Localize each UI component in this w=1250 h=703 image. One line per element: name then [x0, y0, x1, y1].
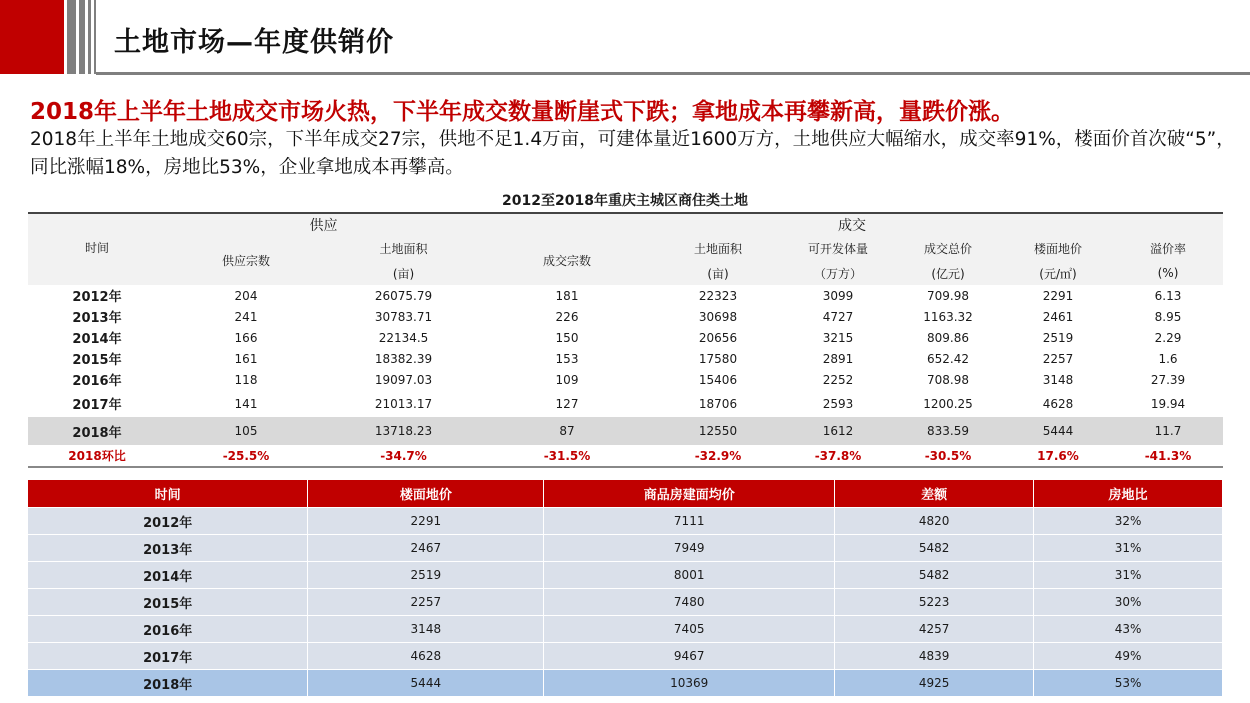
cell-value: 4628 — [1042, 396, 1074, 411]
cell-value: 105 — [166, 417, 326, 445]
cell-value: 161 — [234, 351, 258, 366]
page-title: 土地市场—年度供销价 — [114, 27, 394, 58]
cell-value: 87 — [481, 417, 653, 445]
cell-value: 5444 — [308, 670, 544, 697]
cell-value: 3148 — [308, 616, 544, 643]
cell-value: 4628 — [308, 643, 544, 670]
cell-value: 652.42 — [927, 351, 969, 366]
cell-value: -32.9% — [653, 445, 783, 467]
cell-value: 833.59 — [893, 417, 1003, 445]
cell-value: 153 — [555, 351, 579, 366]
table-row — [28, 670, 1223, 697]
row-year: 2013年 — [28, 535, 308, 562]
cell-value: 809.86 — [927, 330, 969, 345]
cell-value: 3099 — [822, 288, 854, 303]
header-gray-bar — [67, 0, 76, 74]
cell-value: 9467 — [544, 643, 835, 670]
cell-value: 2291 — [308, 508, 544, 535]
cell-value: 3148 — [1042, 372, 1074, 387]
cell-value: 30% — [1034, 589, 1223, 616]
cell-value: 22323 — [698, 288, 738, 303]
col-header: 楼面地价 — [308, 480, 544, 508]
col-unit: (亩) — [653, 261, 783, 285]
cell-value: 11.7 — [1113, 417, 1223, 445]
col-unit: (%) — [1113, 261, 1223, 285]
cell-value: 26075.79 — [374, 288, 433, 303]
land-to-house-price-table — [28, 480, 1223, 696]
cell-value: 3215 — [822, 330, 854, 345]
cell-value: 5223 — [835, 589, 1034, 616]
col-header: 房地比 — [1034, 480, 1223, 508]
cell-value: 4839 — [835, 643, 1034, 670]
cell-value: 19097.03 — [374, 372, 433, 387]
header-red-block — [0, 0, 64, 74]
row-year: 2018年 — [28, 670, 308, 697]
row-year: 2018年 — [28, 417, 166, 445]
group-deal: 成交 — [481, 213, 1223, 235]
group-supply: 供应 — [166, 213, 481, 235]
cell-value: 2291 — [1042, 288, 1074, 303]
col-header: 成交宗数 — [481, 235, 653, 285]
table-row — [28, 589, 1223, 616]
col-unit: (亿元) — [893, 261, 1003, 285]
table-row — [28, 390, 1223, 417]
col-header: 溢价率 — [1113, 235, 1223, 261]
cell-value: 2467 — [308, 535, 544, 562]
cell-value: 17580 — [698, 351, 738, 366]
cell-value: -25.5% — [166, 445, 326, 467]
table-row — [28, 616, 1223, 643]
col-header: 差额 — [835, 480, 1034, 508]
cell-value: 5482 — [835, 562, 1034, 589]
cell-value: 2891 — [822, 351, 854, 366]
cell-value: 4820 — [835, 508, 1034, 535]
cell-value: 1.6 — [1158, 351, 1178, 366]
row-year: 2012年 — [28, 508, 308, 535]
cell-value: 15406 — [698, 372, 738, 387]
cell-value: 18706 — [698, 396, 738, 411]
table-row — [28, 348, 1223, 369]
cell-value: 226 — [555, 309, 579, 324]
cell-value: 19.94 — [1150, 396, 1186, 411]
cell-value: 7405 — [544, 616, 835, 643]
cell-value: 20656 — [698, 330, 738, 345]
cell-value: 1200.25 — [923, 396, 973, 411]
cell-value: 708.98 — [927, 372, 969, 387]
cell-value: 53% — [1034, 670, 1223, 697]
table-row — [28, 643, 1223, 670]
cell-value: 109 — [555, 372, 579, 387]
col-unit: (亩) — [326, 261, 481, 285]
cell-value: 118 — [234, 372, 258, 387]
cell-value: 5482 — [835, 535, 1034, 562]
cell-value: 31% — [1034, 562, 1223, 589]
row-year: 2015年 — [28, 589, 308, 616]
cell-value: 21013.17 — [374, 396, 433, 411]
cell-value: 12550 — [653, 417, 783, 445]
cell-value: -31.5% — [481, 445, 653, 467]
cell-value: -37.8% — [783, 445, 893, 467]
row-year: 2017年 — [28, 643, 308, 670]
header-gray-bar — [88, 0, 91, 74]
cell-value: 27.39 — [1150, 372, 1186, 387]
row-year: 2017年 — [72, 398, 122, 413]
header-gray-bar — [79, 0, 85, 74]
table-row — [28, 417, 1223, 445]
cell-value: 2519 — [308, 562, 544, 589]
row-year: 2016年 — [72, 374, 122, 389]
table-row — [28, 306, 1223, 327]
cell-value: 709.98 — [927, 288, 969, 303]
col-header: 楼面地价 — [1003, 235, 1113, 261]
cell-value: 43% — [1034, 616, 1223, 643]
cell-value: 18382.39 — [374, 351, 433, 366]
table-row-hb — [28, 445, 1223, 467]
table-caption: 2012至2018年重庆主城区商住类土地 — [502, 193, 748, 209]
cell-value: 2519 — [1042, 330, 1074, 345]
table-row — [28, 285, 1223, 306]
row-year: 2015年 — [72, 353, 122, 368]
cell-value: 204 — [234, 288, 258, 303]
col-time: 时间 — [28, 235, 166, 285]
cell-value: 4257 — [835, 616, 1034, 643]
table-row — [28, 508, 1223, 535]
col-unit: (元/㎡) — [1003, 261, 1113, 285]
cell-value: 181 — [555, 288, 579, 303]
cell-value: 1163.32 — [923, 309, 973, 324]
cell-value: 2252 — [822, 372, 854, 387]
cell-value: -41.3% — [1113, 445, 1223, 467]
cell-value: 141 — [234, 396, 258, 411]
cell-value: 150 — [555, 330, 579, 345]
cell-value: 7949 — [544, 535, 835, 562]
table-row — [28, 369, 1223, 390]
col-header: 成交总价 — [893, 235, 1003, 261]
header-gray-bar — [94, 0, 96, 74]
slide-header — [0, 0, 1250, 74]
cell-value: 2.29 — [1154, 330, 1182, 345]
cell-value: 2257 — [1042, 351, 1074, 366]
row-year: 2013年 — [72, 311, 122, 326]
cell-value: -30.5% — [893, 445, 1003, 467]
cell-value: 166 — [234, 330, 258, 345]
cell-value: 8.95 — [1154, 309, 1182, 324]
cell-value: 241 — [234, 309, 258, 324]
cell-value: -34.7% — [326, 445, 481, 467]
cell-value: 22134.5 — [378, 330, 429, 345]
row-year: 2012年 — [72, 290, 122, 305]
cell-value: 17.6% — [1003, 445, 1113, 467]
col-header: 商品房建面均价 — [544, 480, 835, 508]
cell-value: 127 — [555, 396, 579, 411]
cell-value: 2461 — [1042, 309, 1074, 324]
cell-value: 30783.71 — [374, 309, 433, 324]
col-header: 土地面积 — [326, 235, 481, 261]
cell-value: 4925 — [835, 670, 1034, 697]
cell-value: 10369 — [544, 670, 835, 697]
table-row — [28, 327, 1223, 348]
cell-value: 6.13 — [1154, 288, 1182, 303]
col-unit: （万方） — [783, 261, 893, 285]
row-year: 2014年 — [28, 562, 308, 589]
table-row — [28, 535, 1223, 562]
cell-value: 1612 — [783, 417, 893, 445]
cell-value: 7111 — [544, 508, 835, 535]
header-divider — [96, 72, 1250, 75]
col-header: 土地面积 — [653, 235, 783, 261]
cell-value: 49% — [1034, 643, 1223, 670]
table-row — [28, 562, 1223, 589]
row-year: 2014年 — [72, 332, 122, 347]
cell-value: 8001 — [544, 562, 835, 589]
row-year: 2018环比 — [28, 445, 166, 467]
col-header: 时间 — [28, 480, 308, 508]
col-header: 可开发体量 — [783, 235, 893, 261]
col-header: 供应宗数 — [166, 235, 326, 285]
headline: 2018年上半年土地成交市场火热，下半年成交数量断崖式下跌；拿地成本再攀新高，量跌价涨。 — [30, 99, 1015, 125]
cell-value: 4727 — [822, 309, 854, 324]
land-supply-deal-table — [28, 212, 1223, 468]
row-year: 2016年 — [28, 616, 308, 643]
cell-value: 5444 — [1003, 417, 1113, 445]
cell-value: 32% — [1034, 508, 1223, 535]
summary-paragraph: 2018年上半年土地成交60宗，下半年成交27宗，供地不足1.4万亩，可建体量近1600万方，土地供应大幅缩水，成交率91%，楼面价首次破“5”，同比涨幅18%，房地比53%，企业拿地成本再攀高。 — [30, 129, 1235, 178]
cell-value: 13718.23 — [326, 417, 481, 445]
cell-value: 7480 — [544, 589, 835, 616]
cell-value: 30698 — [698, 309, 738, 324]
cell-value: 31% — [1034, 535, 1223, 562]
cell-value: 2593 — [822, 396, 854, 411]
cell-value: 2257 — [308, 589, 544, 616]
